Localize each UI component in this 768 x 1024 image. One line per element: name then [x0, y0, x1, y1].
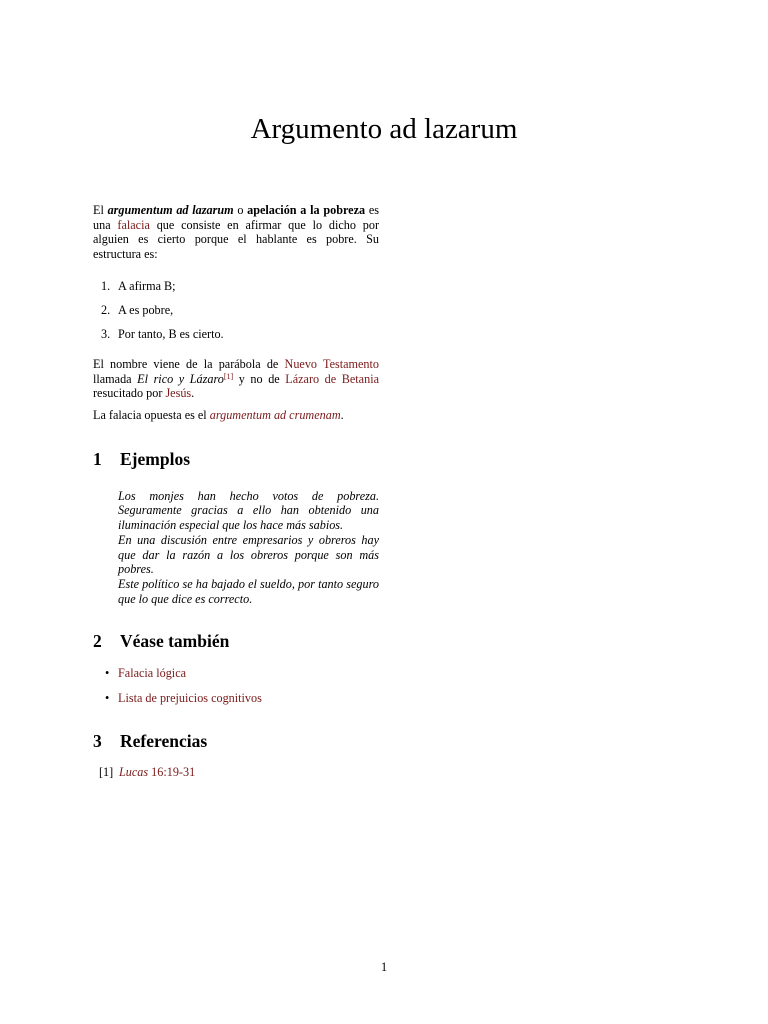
structure-item	[93, 303, 379, 318]
example-quote: En una discusión entre empresarios y obreros hay que dar la razón a los obreros porque son más pobres.	[118, 532, 379, 577]
intro-text-3: es una	[93, 203, 379, 232]
section-heading-referencias	[93, 730, 379, 752]
link-falacia-logica[interactable]: Falacia lógica	[118, 666, 187, 681]
see-also-item	[93, 666, 379, 681]
structure-item	[93, 327, 379, 342]
link-lista-prejuicios[interactable]: Lista de prejuicios cognitivos	[118, 690, 262, 705]
origin-text-3: y no de	[233, 371, 286, 386]
opposite-text-1: La falacia opuesta es el	[93, 408, 210, 423]
section-title: Referencias	[120, 731, 208, 752]
footnote-ref[interactable]: [1]	[223, 371, 234, 381]
section-number: 3	[93, 731, 102, 752]
origin-text-5: .	[191, 386, 195, 401]
section-number: 1	[93, 448, 102, 469]
structure-item	[93, 279, 379, 294]
reference-number: [1]	[99, 765, 114, 780]
structure-item-number: 3.	[101, 327, 111, 342]
structure-item-number: 1.	[101, 278, 111, 293]
article-body	[93, 203, 379, 780]
intro-text-1: El	[93, 203, 108, 217]
see-also-list	[93, 666, 379, 705]
origin-paragraph	[93, 357, 379, 401]
origin-text-2: llamada	[93, 371, 138, 386]
opposite-paragraph	[93, 408, 379, 423]
page-number: 1	[380, 960, 388, 974]
term-argumentum: argumentum ad lazarum	[107, 203, 234, 217]
section-title: Ejemplos	[120, 448, 190, 469]
link-verse[interactable]: 16:19-31	[148, 765, 196, 780]
structure-item-text: A es pobre,	[118, 303, 174, 318]
page-title: Argumento ad lazarum	[250, 113, 518, 145]
link-falacia[interactable]: falacia	[117, 217, 150, 232]
section-heading-ejemplos	[93, 448, 379, 470]
example-quote: Los monjes han hecho votos de pobreza. Seguramente gracias a ello han obtenido una iluminación especial que los hace más sabios.	[118, 488, 379, 533]
section-title: Véase también	[120, 631, 230, 652]
examples-block	[118, 489, 379, 607]
intro-text-4: que consiste en afirmar que lo dicho por alguien es cierto porque el hablante es pobre. Su estructura es:	[93, 217, 380, 262]
example-quote: Este político se ha bajado el sueldo, por tanto seguro que lo que dice es correcto.	[118, 576, 379, 606]
structure-item-text: Por tanto, B es cierto.	[118, 327, 224, 342]
origin-text-4: resucitado por	[93, 386, 166, 401]
link-argumentum-ad-crumenam[interactable]: argumentum ad crumenam	[209, 408, 341, 423]
link-lazaro-de-betania[interactable]: Lázaro de Betania	[285, 371, 379, 386]
bullet-icon: •	[105, 690, 110, 705]
see-also-item	[93, 691, 379, 706]
reference-item	[99, 765, 385, 780]
intro-text-2: o	[233, 203, 248, 217]
link-lucas[interactable]: Lucas	[119, 765, 149, 780]
link-jesus[interactable]: Jesús	[165, 386, 192, 401]
intro-paragraph	[93, 203, 379, 262]
opposite-text-2: .	[340, 408, 344, 423]
section-heading-vease-tambien	[93, 630, 379, 652]
structure-item-number: 2.	[101, 303, 111, 318]
section-number: 2	[93, 631, 102, 652]
parable-title: El rico y Lázaro	[137, 371, 224, 386]
bullet-icon: •	[105, 666, 110, 681]
structure-item-text: A afirma B;	[118, 278, 176, 293]
structure-list	[93, 279, 379, 342]
term-apelacion: apelación a la pobreza	[247, 203, 366, 217]
link-nuevo-testamento[interactable]: Nuevo Testamento	[284, 356, 379, 371]
origin-text-1: El nombre viene de la parábola de	[93, 356, 285, 371]
